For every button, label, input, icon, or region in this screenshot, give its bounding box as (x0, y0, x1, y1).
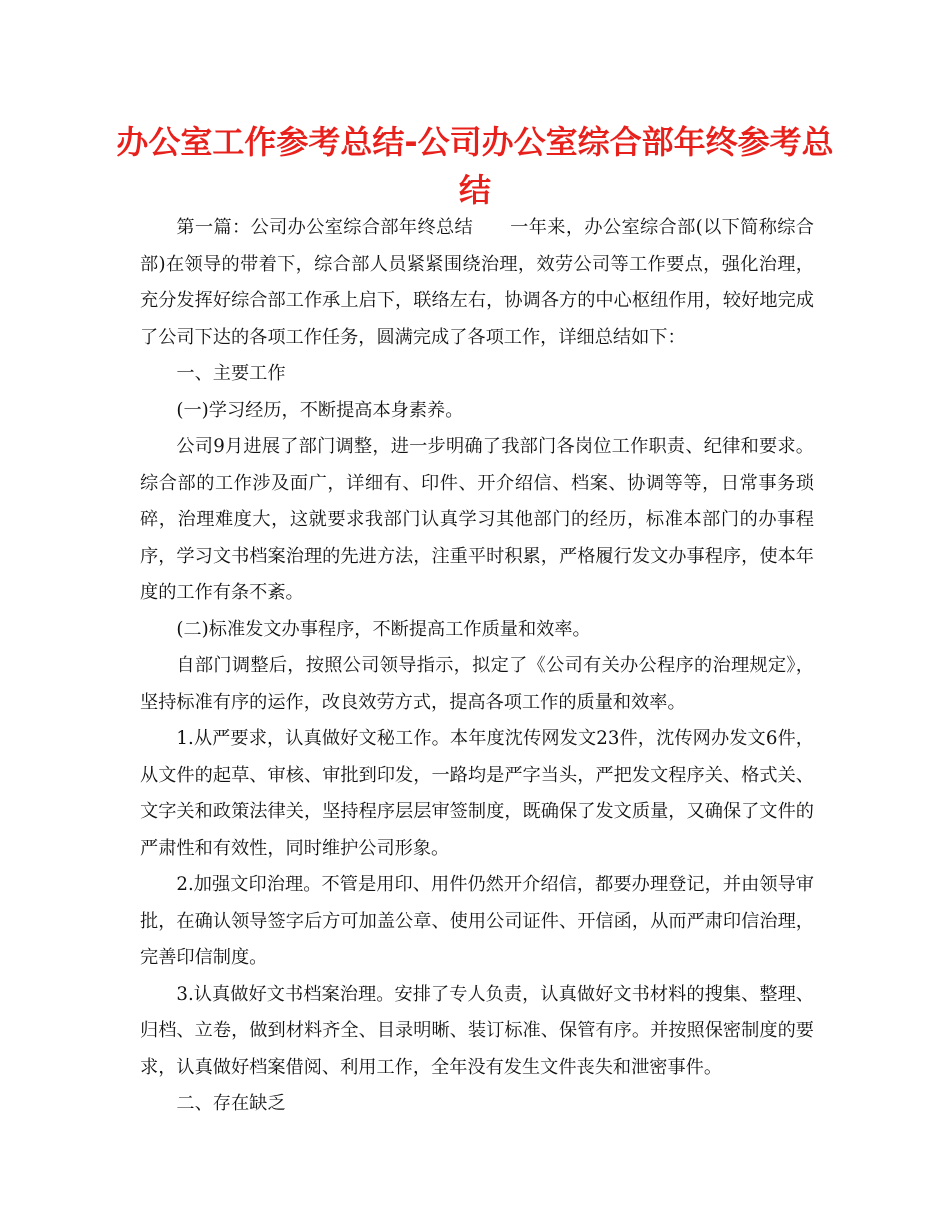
document-title: 办公室工作参考总结-公司办公室综合部年终参考总结 (116, 123, 834, 209)
paragraph-intro: 第一篇：公司办公室综合部年终总结 一年来，办公室综合部(以下简称综合部)在领导的带着下，综合部人员紧紧围绕治理，效劳公司等工作要点，强化治理，充分发挥好综合部工作承上启下，联络左右，协调各方的中心枢纽作用，较好地完成了公司下达的各项工作任务，圆满完成了各项工作，详细总结如下： (140, 217, 814, 348)
subheading-learning: (一)学习经历，不断提高本身素养。 (176, 399, 464, 421)
list-item-2: 2.加强文印治理。不管是用印、用件仍然开介绍信，都要办理登记，并由领导审批，在确认领导签字后方可加盖公章、使用公司证件、开信函，从而严肃印信治理，完善印信制度。 (140, 874, 814, 968)
paragraph-procedures: 自部门调整后，按照公司领导指示，拟定了《公司有关办公程序的治理规定》，坚持标准有序的运作，改良效劳方式，提高各项工作的质量和效率。 (140, 655, 814, 713)
document-body (140, 210, 814, 1123)
subheading-procedures: (二)标准发文办事程序，不断提高工作质量和效率。 (176, 618, 591, 640)
list-item-1: 1.从严要求，认真做好文秘工作。本年度沈传网发文23件，沈传网办发文6件，从文件的起草、审核、审批到印发，一路均是严字当头，严把发文程序关、格式关、文字关和政策法律关，坚持程序层层审签制度，既确保了发文质量，又确保了文件的严肃性和有效性，同时维护公司形象。 (140, 728, 814, 859)
section-heading-main-work: 一、主要工作 (176, 363, 286, 384)
section-heading-shortcomings: 二、存在缺乏 (176, 1093, 286, 1114)
paragraph-learning: 公司9月进展了部门调整，进一步明确了我部门各岗位工作职责、纪律和要求。综合部的工作涉及面广，详细有、印件、开介绍信、档案、协调等等，日常事务琐碎，治理难度大，这就要求我部门认真学习其他部门的经历，标准本部门的办事程序，学习文书档案治理的先进方法，注重平时积累，严格履行发文办事程序，使本年度的工作有条不紊。 (140, 436, 814, 603)
list-item-3: 3.认真做好文书档案治理。安排了专人负责，认真做好文书材料的搜集、整理、归档、立卷，做到材料齐全、目录明晰、装订标准、保管有序。并按照保密制度的要求，认真做好档案借阅、利用工作，全年没有发生文件丧失和泄密事件。 (140, 983, 814, 1078)
